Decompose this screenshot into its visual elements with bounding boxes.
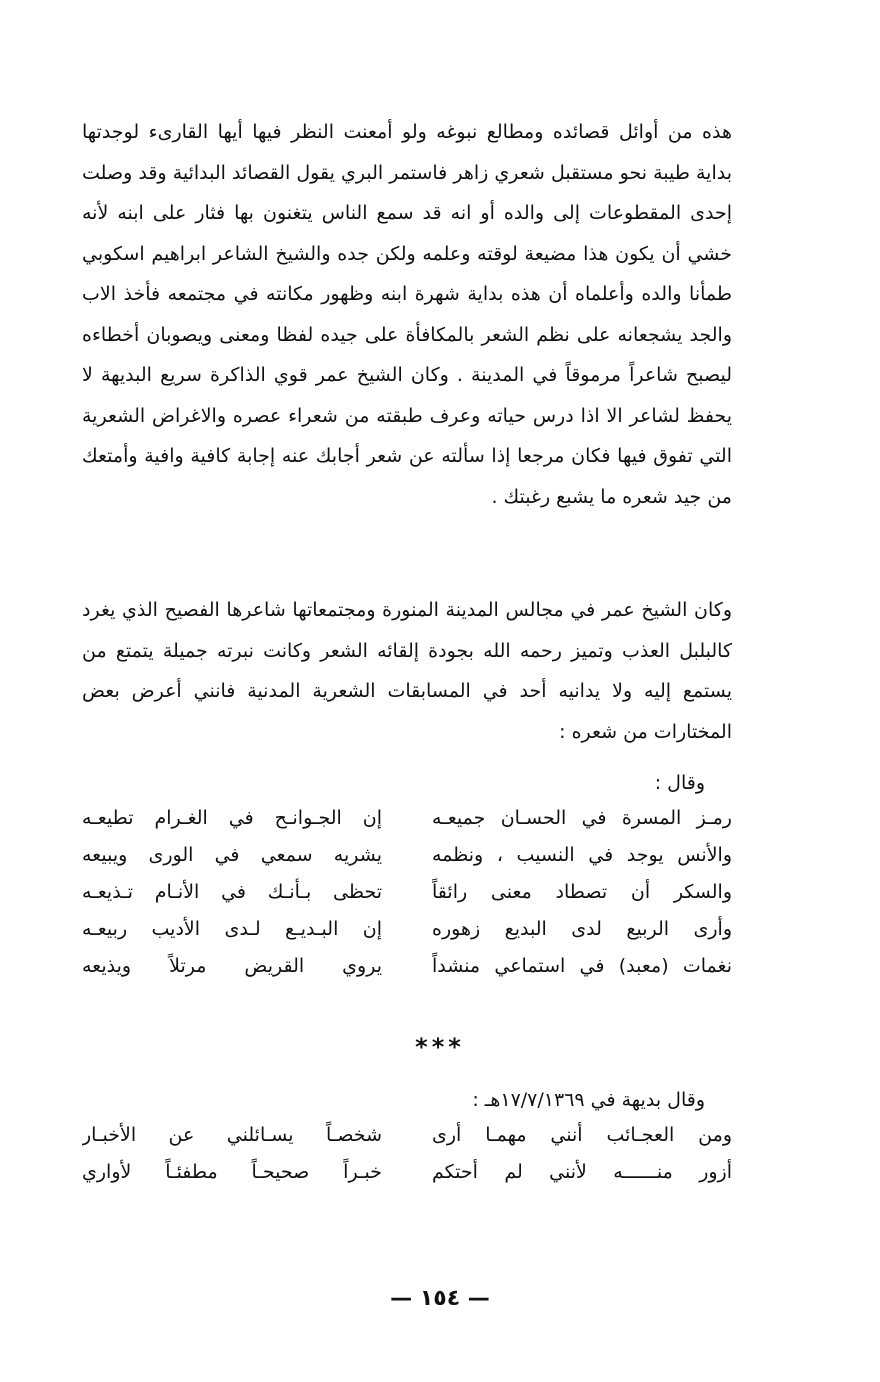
poem-2-intro: وقال بديهة في ١٧/٧/١٣٦٩هـ : <box>472 1089 705 1111</box>
poem-verse <box>82 948 732 985</box>
verse-first-hemistich: ومن العجـائب أنني مهمـا أرى <box>432 1124 732 1146</box>
body-paragraph-2: وكان الشيخ عمر في مجالس المدينة المنورة ومجتمعاتها شاعرها الفصيح الذي يغرد كالبلبل العذب وتميز رحمه الله بجودة إلقائه الشعر وكانت نبرته جميلة يتمتع من يستمع إليه ولا يدانيه أحد في المسابقات الشعرية المدنية فانني أعرض بعض المختارات من شعره : <box>82 599 732 743</box>
verse-first-hemistich: نغمات (معبد) في استماعي منشداً <box>432 955 732 977</box>
poem-verse <box>82 911 732 948</box>
section-separator: *** <box>415 1033 465 1061</box>
page-number: — ١٥٤ — <box>390 1286 490 1311</box>
poem-1 <box>82 800 732 985</box>
poem-verse <box>82 800 732 837</box>
verse-second-hemistich: شخصـاً يسـائلني عن الأخبـار <box>82 1124 382 1146</box>
verse-second-hemistich: يروي القريض مرتلاً ويذيعه <box>82 955 382 977</box>
poem-verse <box>82 1154 732 1191</box>
verse-first-hemistich: أزور منــــــه لأنني لم أحتكم <box>432 1161 732 1183</box>
verse-second-hemistich: إن الجـوانـح في الغـرام تطيعـه <box>82 807 382 829</box>
verse-second-hemistich: خبـراً صحيحـاً مطفئـاً لأواري <box>82 1161 382 1183</box>
verse-second-hemistich: يشريه سمعي في الورى ويبيعه <box>82 844 382 866</box>
verse-second-hemistich: تحظى بـأنـك في الأنـام تـذيعـه <box>82 881 382 903</box>
poem-2 <box>82 1117 732 1191</box>
verse-first-hemistich: وأرى الربيع لدى البديع زهوره <box>432 918 732 940</box>
verse-first-hemistich: والسكر أن تصطاد معنى رائقاً <box>432 881 732 903</box>
poem-1-intro: وقال : <box>654 772 705 794</box>
body-paragraph-1: هذه من أوائل قصائده ومطالع نبوغه ولو أمعنت النظر فيها أيها القارىء لوجدتها بداية طيبة نحو مستقبل شعري زاهر فاستمر البري يقول القصائد البدائية وقد وصلت إحدى المقطوعات إلى والده أو انه قد سمع الناس يتغنون بها فثار على ابنه لأنه خشي أن يكون هذا مضيعة لوقته وعلمه ولكن جده والشيخ الشاعر ابراهيم اسكوبي طمأنا والده وأعلماه أن هذه بداية شهرة ابنه وظهور مكانته في مجتمعه فأخذ الاب والجد يشجعانه على نظم الشعر بالمكافأة على جيده لفظا ومعنى ويصوبان أخطاءه ليصبح شاعراً مرموقاً في المدينة . وكان الشيخ عمر قوي الذاكرة سريع البديهة لا يحفظ لشاعر الا اذا درس حياته وعرف طبقته من شعراء عصره والاغراض الشعرية التي تفوق فيها فكان مرجعا إذا سألته عن شعر أجابك عنه إجابة كافية وافية وأمتعك من جيد شعره ما يشبع رغبتك . <box>82 121 732 508</box>
verse-first-hemistich: رمـز المسرة في الحسـان جميعـه <box>432 807 732 829</box>
verse-second-hemistich: إن البـديـع لـدى الأديب ربيعـه <box>82 918 382 940</box>
poem-verse <box>82 874 732 911</box>
poem-verse <box>82 837 732 874</box>
poem-verse <box>82 1117 732 1154</box>
verse-first-hemistich: والأنس يوجد في النسيب ، ونظمه <box>432 844 732 866</box>
